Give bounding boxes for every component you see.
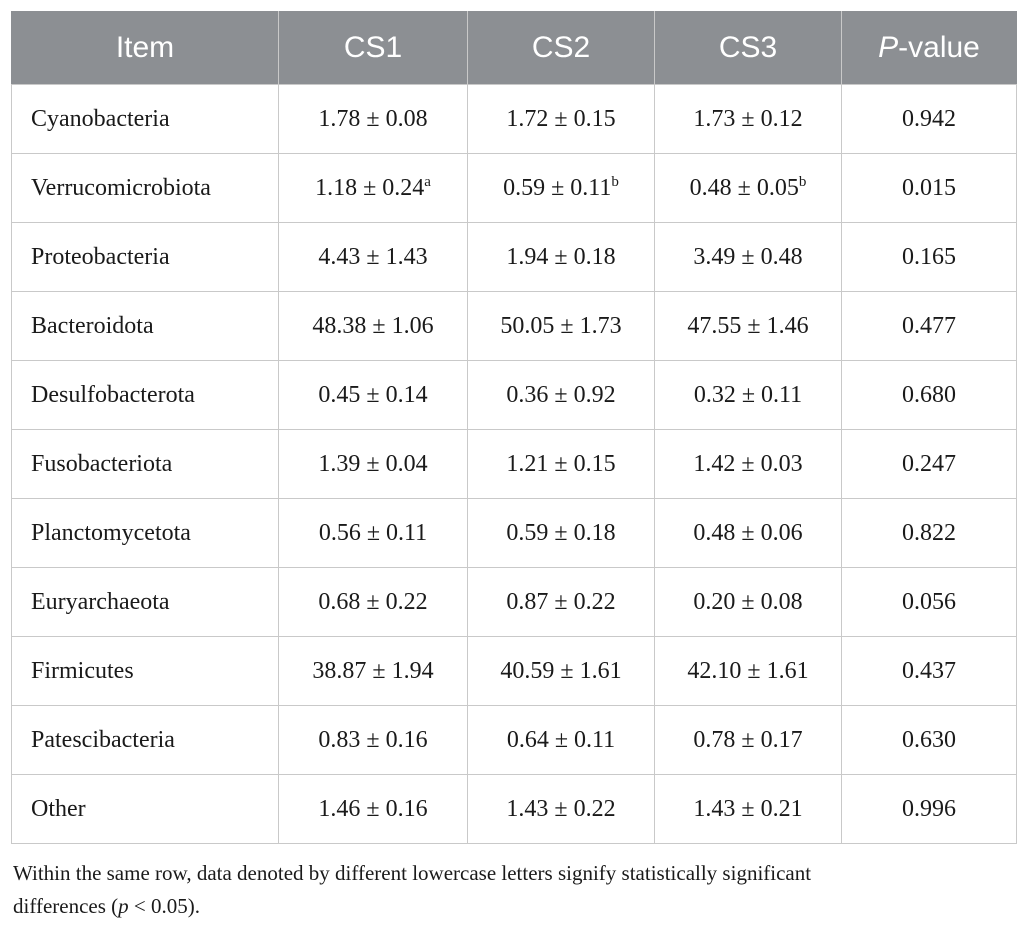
cell-cs3-value: 0.48 ± 0.05 — [689, 174, 799, 201]
cell-item: Bacteroidota — [12, 292, 279, 361]
cell-item: Desulfobacterota — [12, 361, 279, 430]
cell-pvalue: 0.015 — [842, 154, 1017, 223]
cell-cs1 — [279, 568, 468, 637]
cell-cs2-value: 50.05 ± 1.73 — [500, 312, 622, 339]
cell-cs2 — [468, 568, 655, 637]
cell-cs3-value: 42.10 ± 1.61 — [687, 657, 809, 684]
cell-cs2 — [468, 154, 655, 223]
cell-cs2 — [468, 637, 655, 706]
table-row — [12, 361, 1017, 430]
cell-cs1 — [279, 499, 468, 568]
cell-cs2-value: 1.94 ± 0.18 — [506, 243, 616, 270]
cell-cs3 — [655, 706, 842, 775]
cell-cs2 — [468, 223, 655, 292]
cell-pvalue: 0.942 — [842, 85, 1017, 154]
cell-cs1-value: 4.43 ± 1.43 — [318, 243, 428, 270]
cell-item: Patescibacteria — [12, 706, 279, 775]
cell-cs1-value: 1.18 ± 0.24 — [315, 174, 425, 201]
table-row — [12, 292, 1017, 361]
cell-item: Fusobacteriota — [12, 430, 279, 499]
header-pvalue-rest: -value — [898, 30, 980, 64]
cell-cs1 — [279, 223, 468, 292]
table-row — [12, 568, 1017, 637]
table-row — [12, 223, 1017, 292]
cell-cs2-value: 40.59 ± 1.61 — [500, 657, 622, 684]
cell-cs1 — [279, 706, 468, 775]
cell-pvalue: 0.996 — [842, 775, 1017, 844]
cell-cs1 — [279, 637, 468, 706]
cell-cs2-value: 1.43 ± 0.22 — [506, 795, 616, 822]
footnote-line-2 — [13, 890, 1018, 923]
cell-cs3-value: 1.42 ± 0.03 — [693, 450, 803, 477]
cell-cs3-value: 0.48 ± 0.06 — [693, 519, 803, 546]
table-row — [12, 706, 1017, 775]
cell-cs1 — [279, 85, 468, 154]
cell-cs1 — [279, 154, 468, 223]
cell-cs1-value: 1.78 ± 0.08 — [318, 105, 428, 132]
cell-cs1-value: 0.68 ± 0.22 — [318, 588, 428, 615]
cell-cs1-value: 1.46 ± 0.16 — [318, 795, 428, 822]
cell-cs2 — [468, 430, 655, 499]
cell-pvalue: 0.680 — [842, 361, 1017, 430]
cell-cs2 — [468, 85, 655, 154]
footnote-line-1: Within the same row, data denoted by different lowercase letters signify statistically significant — [13, 861, 812, 885]
cell-cs3-value: 3.49 ± 0.48 — [693, 243, 803, 270]
cell-cs3-value: 1.73 ± 0.12 — [693, 105, 803, 132]
cell-cs1 — [279, 361, 468, 430]
cell-item: Proteobacteria — [12, 223, 279, 292]
footnote-line-2-after: < 0.05). — [128, 894, 200, 918]
cell-cs2 — [468, 775, 655, 844]
table-row — [12, 775, 1017, 844]
cell-cs3 — [655, 292, 842, 361]
cell-cs1-superscript: a — [424, 173, 431, 190]
data-table — [11, 11, 1017, 844]
cell-pvalue: 0.437 — [842, 637, 1017, 706]
header-cs3: CS3 — [655, 11, 842, 85]
cell-item: Other — [12, 775, 279, 844]
footnote-line-2-before: differences ( — [13, 894, 119, 918]
table-row — [12, 430, 1017, 499]
cell-cs3 — [655, 637, 842, 706]
cell-cs2-value: 0.64 ± 0.11 — [506, 726, 616, 753]
cell-cs2 — [468, 499, 655, 568]
cell-cs3 — [655, 223, 842, 292]
footnote-p-symbol: p — [118, 894, 129, 918]
cell-cs1-value: 0.45 ± 0.14 — [318, 381, 428, 408]
cell-cs2 — [468, 706, 655, 775]
cell-cs1 — [279, 775, 468, 844]
cell-cs3 — [655, 430, 842, 499]
cell-cs3 — [655, 775, 842, 844]
cell-cs3-value: 0.20 ± 0.08 — [693, 588, 803, 615]
table-row — [12, 499, 1017, 568]
cell-cs2-value: 0.87 ± 0.22 — [506, 588, 616, 615]
table-footnote — [13, 857, 1018, 923]
cell-cs1-value: 48.38 ± 1.06 — [312, 312, 434, 339]
cell-cs3-value: 0.78 ± 0.17 — [693, 726, 803, 753]
cell-cs3 — [655, 361, 842, 430]
cell-cs1-value: 1.39 ± 0.04 — [318, 450, 428, 477]
cell-item: Euryarchaeota — [12, 568, 279, 637]
cell-cs3 — [655, 568, 842, 637]
header-pvalue-italic: P — [878, 30, 899, 64]
cell-pvalue: 0.165 — [842, 223, 1017, 292]
table-row — [12, 85, 1017, 154]
cell-cs3-value: 47.55 ± 1.46 — [687, 312, 809, 339]
cell-cs2 — [468, 292, 655, 361]
cell-cs2 — [468, 361, 655, 430]
cell-cs1 — [279, 430, 468, 499]
cell-cs1-value: 0.56 ± 0.11 — [318, 519, 428, 546]
header-pvalue — [842, 11, 1017, 85]
table-body — [12, 85, 1017, 844]
cell-pvalue: 0.056 — [842, 568, 1017, 637]
cell-item: Firmicutes — [12, 637, 279, 706]
header-cs1: CS1 — [279, 11, 468, 85]
cell-pvalue: 0.477 — [842, 292, 1017, 361]
cell-cs3 — [655, 154, 842, 223]
cell-cs3-value: 0.32 ± 0.11 — [693, 381, 803, 408]
cell-cs3-superscript: b — [798, 173, 807, 190]
cell-pvalue: 0.630 — [842, 706, 1017, 775]
cell-cs1-value: 38.87 ± 1.94 — [312, 657, 434, 684]
cell-item: Cyanobacteria — [12, 85, 279, 154]
cell-cs2-value: 1.21 ± 0.15 — [506, 450, 616, 477]
cell-pvalue: 0.822 — [842, 499, 1017, 568]
cell-cs2-superscript: b — [611, 173, 619, 190]
cell-cs3 — [655, 85, 842, 154]
cell-cs2-value: 0.59 ± 0.18 — [506, 519, 616, 546]
cell-cs2-value: 0.59 ± 0.11 — [503, 174, 612, 201]
cell-cs2-value: 0.36 ± 0.92 — [506, 381, 616, 408]
cell-item: Planctomycetota — [12, 499, 279, 568]
cell-cs3 — [655, 499, 842, 568]
cell-cs2-value: 1.72 ± 0.15 — [506, 105, 616, 132]
cell-cs1-value: 0.83 ± 0.16 — [318, 726, 428, 753]
table-row — [12, 637, 1017, 706]
header-cs2: CS2 — [468, 11, 655, 85]
cell-cs3-value: 1.43 ± 0.21 — [693, 795, 803, 822]
table-header — [12, 11, 1017, 85]
cell-pvalue: 0.247 — [842, 430, 1017, 499]
data-table-container — [11, 11, 1016, 844]
header-row — [12, 11, 1017, 85]
cell-item: Verrucomicrobiota — [12, 154, 279, 223]
header-item: Item — [12, 11, 279, 85]
table-row — [12, 154, 1017, 223]
cell-cs1 — [279, 292, 468, 361]
